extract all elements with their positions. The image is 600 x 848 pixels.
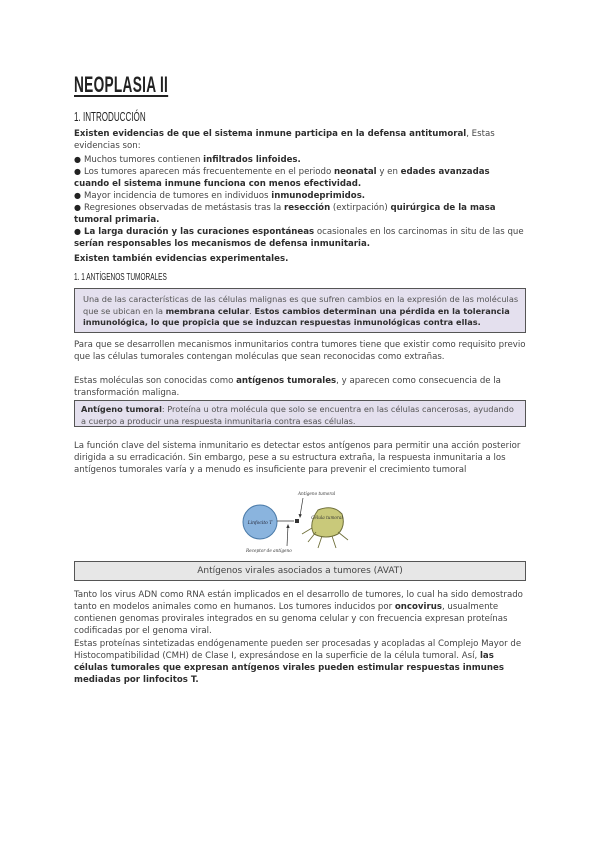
paragraph-virus [74, 589, 526, 637]
box1-text: Una de las características de las células malignas es que sufren cambios en la expresión de las moléculas que se ubican en la [83, 294, 519, 316]
bullet-3-text: Mayor incidencia de tumores en individuos [83, 191, 272, 201]
paragraph-requisito: Para que se desarrollen mecanismos inmunitarios contra tumores tiene que existir como requisito previo que las células tumorales contengan moléculas que sean reconocidas como extrañas. [74, 340, 526, 362]
intro-bold: Existen evidencias de que el sistema inmune participa en la defensa antitumoral [74, 129, 467, 139]
bullet-2-bold-b: edades avanzadas cuando el sistema inmune funciona con menos efectividad. [74, 167, 490, 189]
tumor-cell-label: Célula tumoral [311, 515, 343, 520]
bullet-3-bold: inmunodeprimidos. [271, 191, 366, 201]
bullet-5-bold-b: serían responsables los mecanismos de defensa inmunitaria. [74, 239, 371, 249]
closing-bold: Existen también evidencias experimentales. [74, 254, 289, 264]
antigen-marker [295, 519, 299, 523]
receptor-label: Receptor de antígeno [246, 548, 292, 553]
section-heading-introduccion: 1. INTRODUCCIÓN [74, 109, 146, 124]
closing-statement [74, 253, 526, 265]
box1-bold-a: membrana celular [165, 305, 250, 316]
banner-avat: Antígenos virales asociados a tumores (AVAT) [74, 561, 526, 581]
bullet-4-text: Regresiones observadas de metástasis tras la [83, 203, 285, 213]
bullet-4-bold-b: quirúrgica de la masa tumoral primaria. [74, 203, 496, 225]
receptor-pointer [287, 526, 288, 546]
bullet-item-2 [74, 166, 526, 190]
box2-bold: Antígeno tumoral [81, 404, 162, 414]
highlight-box-cambios [74, 288, 526, 333]
intro-paragraph [74, 128, 526, 152]
p2-rest: , y aparecen como consecuencia de la transformación maligna. [74, 376, 501, 398]
bullet-5-mid: ocasionales en los carcinomas in situ de las que [314, 227, 524, 237]
p2-bold: antígenos tumorales [236, 376, 337, 386]
box1-bold-b: Estos cambios determinan una pérdida en la tolerancia inmunológica, lo que propicia que se induzcan respuestas inmunológicas contra ellas. [83, 305, 510, 327]
paragraph-proteinas [74, 638, 526, 686]
p5-bold: las células tumorales que expresan antígenos virales pueden estimular respuestas inmunes mediadas por linfocitos T. [74, 651, 504, 685]
antigen-label: Antígeno tumoral [298, 491, 336, 496]
p4-text: Tanto los virus ADN como RNA están implicados en el desarrollo de tumores, lo cual ha sido demostrado tanto en modelos animales como en humanos. Los tumores inducidos por [74, 590, 523, 612]
antigen-pointer-head [299, 514, 302, 518]
bullet-5-bold-a: La larga duración y las curaciones espontáneas [83, 227, 315, 237]
bullet-2-text: Los tumores aparecen más frecuentemente en el periodo [83, 167, 334, 177]
paragraph-antigenos [74, 375, 526, 399]
p4-rest: , usualmente contienen genomas provirales integrados en su genoma celular y con frecuencia expresan proteínas codificadas por el genoma viral. [74, 602, 508, 636]
p5-text: Estas proteínas sintetizadas endógenamente pueden ser procesadas y acopladas al Complejo Mayor de Histocompatibilidad (CMH) de Clase I, expresándose en la superficie de la célula tumoral. Así, [74, 639, 522, 661]
bullet-item-1 [74, 154, 526, 166]
box1-mid: . [249, 305, 255, 316]
receptor-pointer-head [286, 524, 289, 528]
page-title: NEOPLASIA II [74, 72, 169, 97]
bullet-item-3 [74, 190, 526, 202]
lymphocyte-label: Linfocito T [247, 521, 273, 526]
paragraph-funcion: La función clave del sistema inmunitario es detectar estos antígenos para permitir una acción posterior dirigida a su erradicación. Sin embargo, pese a su estructura extraña, la respuesta inmunitaria a los antígenos tumorales varía y a menudo es insuficiente para prevenir el crecimiento tumoral [74, 441, 521, 475]
bullet-2-bold-a: neonatal [333, 167, 377, 177]
definition-box-antigeno [74, 400, 526, 427]
bullet-4-bold-a: resección [284, 203, 331, 213]
immune-diagram [238, 488, 368, 554]
bullet-1-text: Muchos tumores contienen [83, 155, 204, 165]
bullet-1-bold: infiltrados linfoides. [203, 155, 301, 165]
intro-rest: , Estas evidencias son: [74, 129, 495, 151]
bullet-2-mid: y en [376, 167, 401, 177]
antigen-pointer [300, 498, 303, 516]
p4-bold: oncovirus [394, 602, 442, 612]
box2-text: : Proteína u otra molécula que solo se encuentra en las células cancerosas, ayudando a cuerpo a producir una respuesta inmunitaria contra esas células. [81, 404, 514, 426]
bullet-item-4 [74, 202, 526, 226]
section-heading-antigenos: 1. 1 ANTÍGENOS TUMORALES [74, 271, 167, 283]
p2-text: Estas moléculas son conocidas como [74, 376, 237, 386]
bullet-4-mid: (extirpación) [330, 203, 391, 213]
bullet-item-5 [74, 226, 526, 250]
